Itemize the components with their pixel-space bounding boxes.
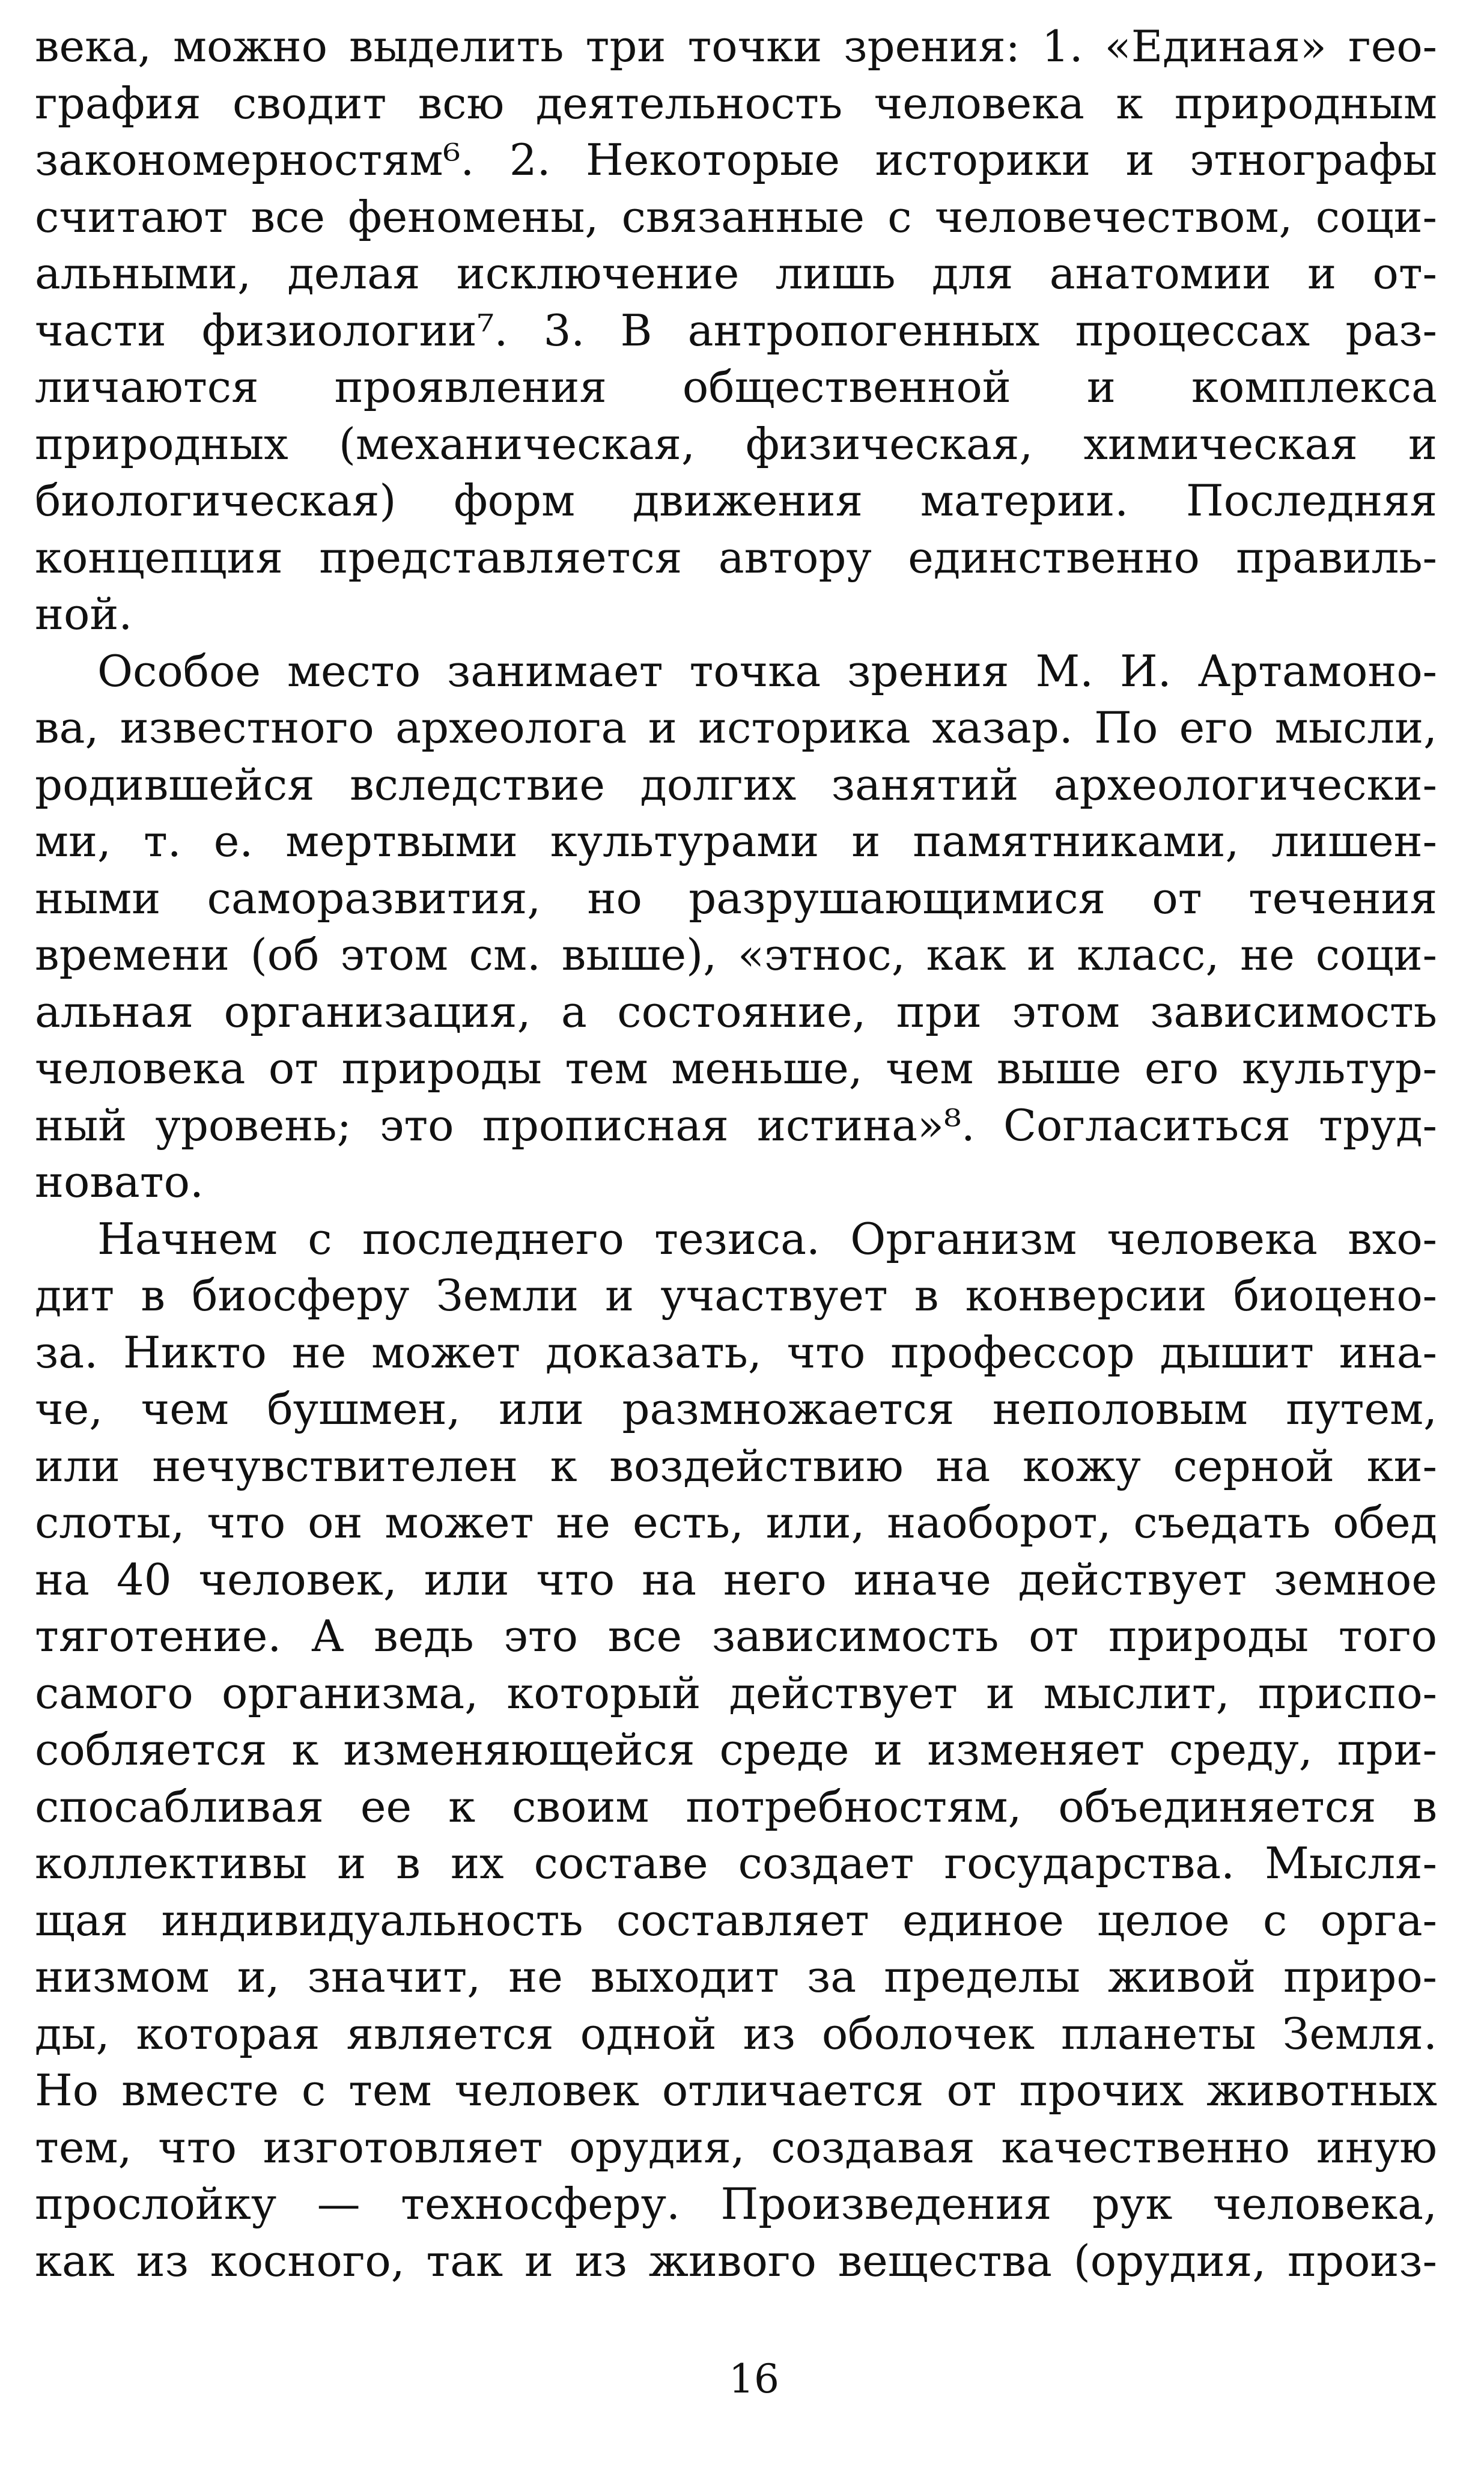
text-line: считают все феномены, связанные с человечеством, соци- (35, 191, 1437, 242)
text-line: века, можно выделить три точки зрения: 1. «Единая» гео- (35, 21, 1437, 71)
text-line: человека от природы тем меньше, чем выше его культур- (35, 1043, 1437, 1094)
text-line: ными саморазвития, но разрушающимися от течения (35, 872, 1437, 923)
text-line: дит в биосферу Земли и участвует в конверсии биоцено- (35, 1270, 1437, 1321)
text-line: тяготение. А ведь это все зависимость от природы того (35, 1611, 1437, 1661)
text-line: низмом и, значит, не выходит за пределы живой приро- (35, 1951, 1437, 2002)
text-line: биологическая) форм движения материи. Последняя (35, 475, 1437, 526)
text-line: за. Никто не может доказать, что профессор дышит ина- (35, 1327, 1437, 1378)
text-line: Но вместе с тем человек отличается от прочих животных (35, 2065, 1437, 2116)
text-line: родившейся вследствие долгих занятий археологически- (35, 759, 1437, 810)
text-line: ва, известного археолога и историка хазар. По его мысли, (35, 702, 1437, 753)
body-text (35, 18, 1437, 2289)
text-line: че, чем бушмен, или размножается неполовым путем, (35, 1384, 1437, 1434)
text-line: части физиологии⁷. 3. В антропогенных процессах раз- (35, 305, 1437, 356)
text-line: самого организма, который действует и мыслит, приспо- (35, 1667, 1437, 1718)
text-line: альными, делая исключение лишь для анатомии и от- (35, 248, 1437, 299)
text-line: слоты, что он может не есть, или, наоборот, съедать обед (35, 1497, 1437, 1548)
text-line: времени (об этом см. выше), «этнос, как и класс, не соци- (35, 929, 1437, 980)
text-line: щая индивидуальность составляет единое целое с орга- (35, 1894, 1437, 1945)
text-line: графия сводит всю деятельность человека к природным (35, 78, 1437, 129)
text-line: тем, что изготовляет орудия, создавая качественно иную (35, 2122, 1437, 2173)
text-line: ми, т. е. мертвыми культурами и памятниками, лишен- (35, 816, 1437, 866)
paragraph (35, 643, 1437, 1211)
text-line: на 40 человек, или что на него иначе действует земное (35, 1554, 1437, 1605)
text-line: спосабливая ее к своим потребностям, объединяется в (35, 1781, 1437, 1832)
page-number: 16 (729, 2356, 779, 2402)
text-line: или нечувствителен к воздействию на кожу серной ки- (35, 1440, 1437, 1491)
paragraph (35, 1211, 1437, 2290)
text-line: ной. (35, 589, 133, 639)
text-line: новато. (35, 1157, 204, 1207)
text-line: Особое место занимает точка зрения М. И. Артамоно- (97, 645, 1437, 696)
text-line: Начнем с последнего тезиса. Организм человека вхо- (97, 1213, 1437, 1264)
text-line: коллективы и в их составе создает государства. Мысля- (35, 1838, 1437, 1888)
text-line: закономерностям⁶. 2. Некоторые историки и этнографы (35, 135, 1437, 185)
text-line: концепция представляется автору единственно правиль- (35, 532, 1437, 583)
text-line: как из косного, так и из живого вещества (орудия, произ- (35, 2235, 1437, 2286)
text-line: личаются проявления общественной и комплекса (35, 362, 1437, 412)
text-line: ный уровень; это прописная истина»⁸. Согласиться труд- (35, 1100, 1437, 1151)
book-page (35, 18, 1437, 2457)
text-line: ды, которая является одной из оболочек планеты Земля. (35, 2008, 1437, 2059)
paragraph (35, 18, 1437, 643)
text-line: альная организация, а состояние, при этом зависимость (35, 986, 1437, 1037)
text-line: собляется к изменяющейся среде и изменяет среду, при- (35, 1724, 1437, 1775)
text-line: прослойку — техносферу. Произведения рук человека, (35, 2179, 1437, 2229)
text-line: природных (механическая, физическая, химическая и (35, 418, 1437, 469)
